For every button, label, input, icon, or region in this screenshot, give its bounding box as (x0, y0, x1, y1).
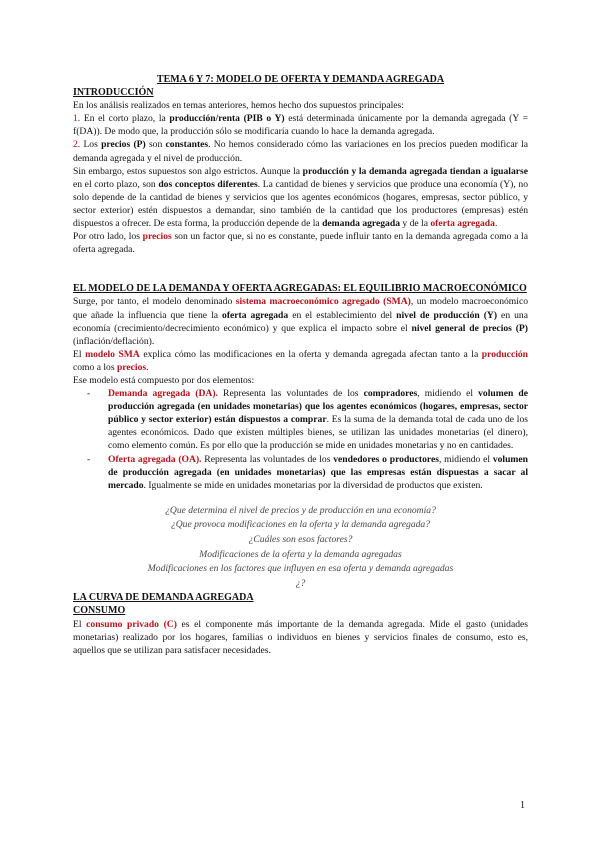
section-heading-introduccion: INTRODUCCIÓN (73, 87, 154, 99)
intro-paragraph-3: Sin embargo, estos supuestos son algo estrictos. Aunque la producción y la demanda agregada tiendan a igualarse en el corto plazo, son dos conceptos diferentes. La cantidad de bienes y servicios que produce una economía (Y), no solo depende de la cantidad de bienes y servicios que los agentes económicos (hogares, empresas, sector público, y sector exterior) estén dispuestos a demandar, sino también de la cantidad que los productores (empresas) estén dispuestos a ofrecer. De esta forma, la producción depende de la demanda agregada y de la oferta agregada. (73, 165, 529, 230)
question-line: ¿Que provoca modificaciones en la oferta y la demanda agregada? (170, 519, 431, 531)
intro-paragraph-0: En los análisis realizados en temas anteriores, hemos hecho dos supuestos principales: (73, 100, 404, 112)
document-page (73, 73, 528, 657)
page-number: 1 (520, 800, 525, 811)
guiding-questions (73, 504, 528, 592)
subsection-heading-consumo: CONSUMO (73, 605, 126, 617)
intro-paragraph-4: Por otro lado, los precios son un factor que, si no es constante, puede influir tanto en la demanda agregada como a la oferta agregada. (73, 231, 528, 256)
question-line: ¿? (295, 577, 306, 589)
question-line: ¿Cuáles son esos factores? (248, 534, 353, 545)
intro-paragraph-1: 1. En el corto plazo, la producción/renta (PIB o Y) está determinada únicamente por la demanda agregada (Y = f(DA)). De modo que, la producción sólo se modificaría cuando lo hace la demanda agregada. (73, 113, 528, 138)
section-heading-modelo: EL MODELO DE LA DEMANDA Y OFERTA AGREGADAS: EL EQUILIBRIO MACROECONÓMICO (73, 283, 527, 295)
intro-paragraph-2: 2. Los precios (P) son constantes. No hemos considerado cómo las variaciones en los precios pueden modificar la demanda agregada y el nivel de producción. (73, 139, 529, 164)
model-paragraph-2: El modelo SMA explica cómo las modificaciones en la oferta y demanda agregada afectan tanto a la producción como a los precios. (73, 348, 528, 373)
question-line: ¿Que determina el nivel de precios y de producción en una economía? (165, 504, 436, 516)
document-title: TEMA 6 Y 7: MODELO DE OFERTA Y DEMANDA AGREGADA (156, 74, 445, 85)
list-item-oferta-agregada: - Oferta agregada (OA). Representa las voluntades de los vendedores o productores, midiendo el volumen de producción agregada (en unidades monetarias) que las empresas están dispuestas a sacar al mercado. Igualmente se mide en unidades monetarias por la diversidad de productos que existen. (87, 453, 528, 491)
section-heading-curva: LA CURVA DE DEMANDA AGREGADA (73, 592, 254, 604)
spacer (73, 256, 528, 282)
model-paragraph-3: Ese modelo está compuesto por dos elementos: (73, 374, 255, 386)
list-item-demanda-agregada: - Demanda agregada (DA). Representa las voluntades de los compradores, midiendo el volumen de producción agregada (en unidades monetarias) que los agentes económicos (hogares, empresas, sector público y sector exterior) están dispuestos a comprar. Es la suma de la demanda total de cada uno de los agentes económicos. Dado que existen múltiples bienes, se utilizan las unidades monetarias (el dinero), como elemento común. Es por ello que la producción se mide en unidades monetarias y no en cantidades. (87, 388, 529, 452)
model-paragraph-1: Surge, por tanto, el modelo denominado sistema macroeconómico agregado (SMA), un modelo macroeconómico que añade la influencia que tiene la oferta agregada en el establecimiento del nivel de producción (Y) en una economía (crecimiento/decrecimiento económico) y que explica el impacto sobre el nivel general de precios (P) (inflación/deflación). (73, 296, 528, 347)
consumo-paragraph: El consumo privado (C) es el componente más importante de la demanda agregada. Mide el gasto (unidades monetarias) realizado por los hogares, familias o individuos en bienes y servicios finales de consumo, esto es, aquellos que se utilizan para satisfacer necesidades. (73, 618, 528, 656)
model-elements-list (73, 387, 528, 492)
question-line: Modificaciones en los factores que influyen en esa oferta y demanda agregadas (147, 563, 454, 575)
question-line: Modificaciones de la oferta y la demanda agregadas (199, 548, 402, 560)
